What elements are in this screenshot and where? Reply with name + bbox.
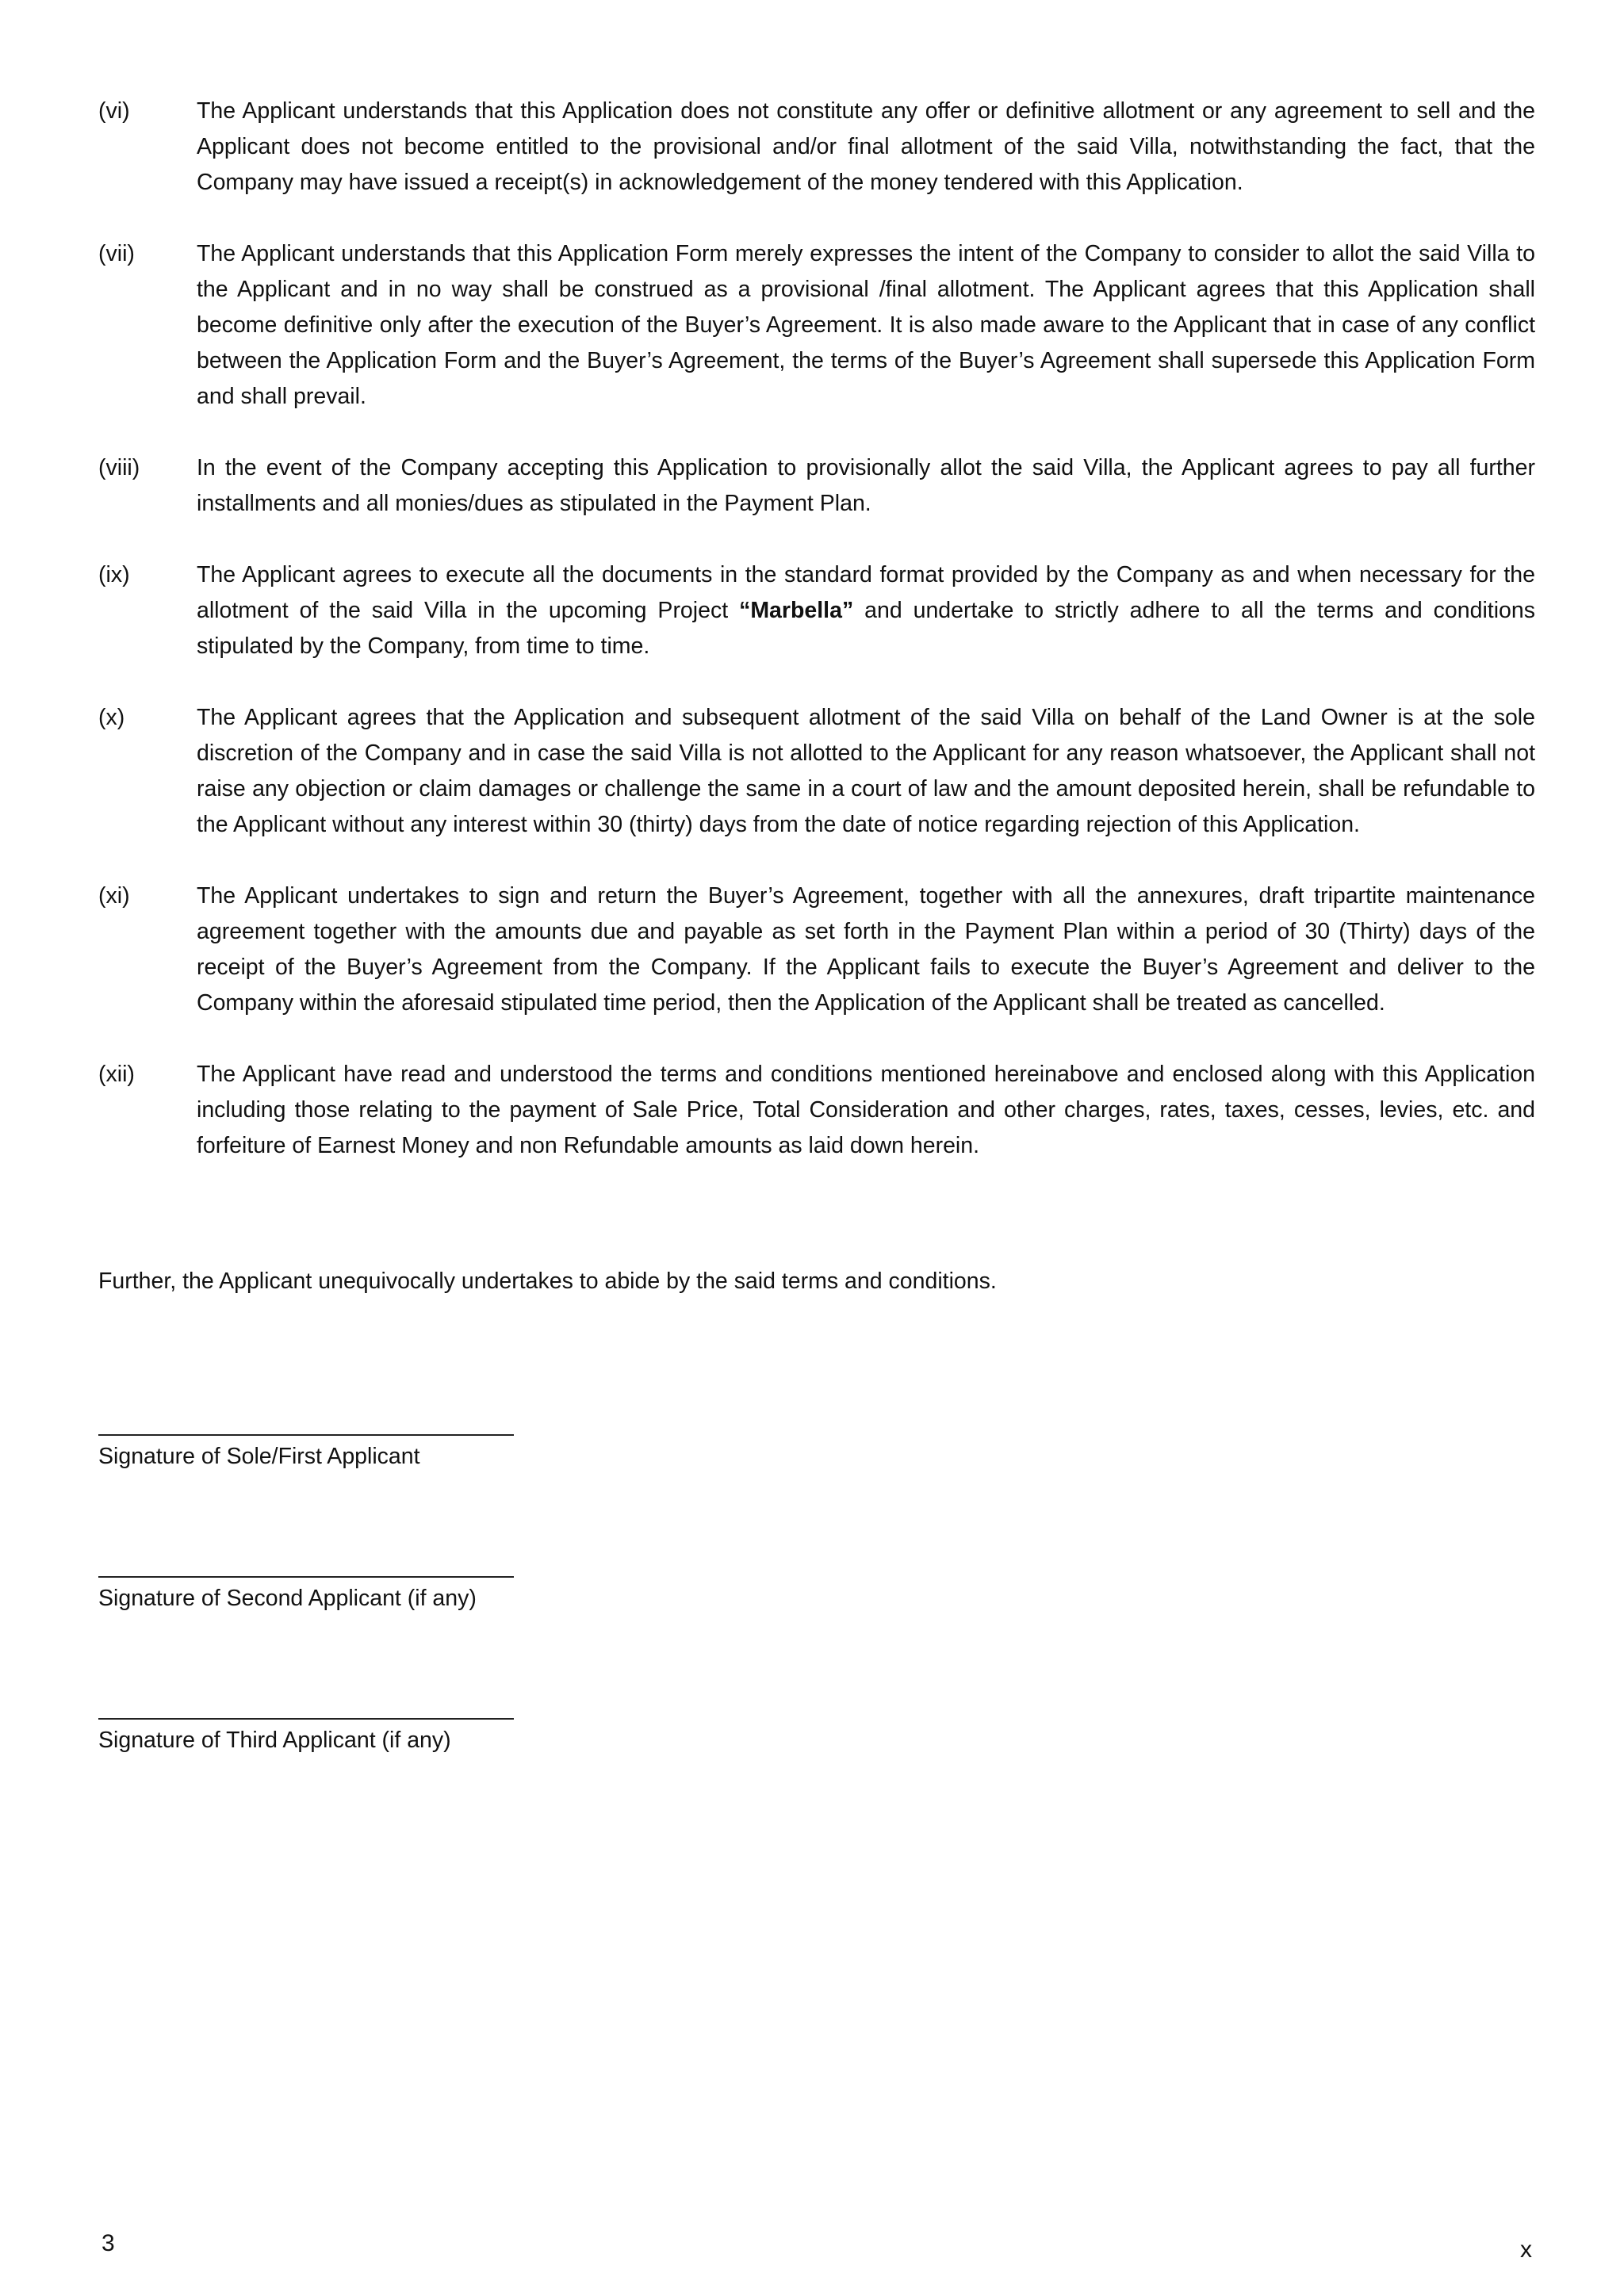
clause-text-part: and undertake to strictly adhere to all the terms and conditions stipulated by the Company, from time to time.	[197, 598, 1535, 659]
signature-label: Signature of Sole/First Applicant	[98, 1444, 420, 1469]
clause-text: The Applicant agrees that the Application and subsequent allotment of the said Villa on behalf of the Land Owner is at the sole discretion of the Company and in case the said Villa is not allotted to the Applicant for any reason whatsoever, the Applicant shall not raise any objection or claim damages or challenge the same in a court of law and the amount deposited herein, shall be refundable to the Applicant without any interest within 30 (thirty) days from the date of notice regarding rejection of this Application.	[197, 705, 1535, 837]
signature-block-third	[98, 1718, 514, 1756]
signature-line[interactable]	[98, 1718, 514, 1720]
clause-vii	[98, 236, 1535, 415]
clause-xii	[98, 1057, 1535, 1164]
terms-clause-list	[98, 94, 1535, 1200]
signature-block-second	[98, 1576, 514, 1614]
clause-number: (xii)	[98, 1062, 135, 1087]
project-name: “Marbella”	[739, 598, 854, 623]
signature-label: Signature of Second Applicant (if any)	[98, 1586, 477, 1611]
clause-number: (ix)	[98, 562, 130, 587]
clause-number: (viii)	[98, 455, 140, 480]
clause-number: (vii)	[98, 241, 135, 266]
clause-text-part: The Applicant agrees to execute all the documents in the standard format provided by the Company as and when necessary for the allotment of the said Villa in the upcoming Project	[197, 562, 1535, 623]
clause-text: The Applicant understands that this Application does not constitute any offer or definitive allotment or any agreement to sell and the Applicant does not become entitled to the provisional and/or final allotment of the said Villa, notwithstanding the fact, that the Company may have issued a receipt(s) in acknowledgement of the money tendered with this Application.	[197, 98, 1535, 195]
clause-x	[98, 700, 1535, 843]
undertaking-statement: Further, the Applicant unequivocally undertakes to abide by the said terms and conditions.	[98, 1269, 997, 1294]
clause-text: The Applicant understands that this Application Form merely expresses the intent of the Company to consider to allot the said Villa to the Applicant and in no way shall be construed as a provisional /final allotment. The Applicant agrees that this Application shall become definitive only after the execution of the Buyer’s Agreement. It is also made aware to the Applicant that in case of any conflict between the Application Form and the Buyer’s Agreement, the terms of the Buyer’s Agreement shall supersede this Application Form and shall prevail.	[197, 241, 1535, 409]
clause-vi	[98, 94, 1535, 201]
clause-number: (xi)	[98, 883, 130, 909]
clause-number: (vi)	[98, 98, 130, 124]
clause-xi	[98, 878, 1535, 1021]
signature-label: Signature of Third Applicant (if any)	[98, 1728, 451, 1753]
page-mark: x	[1520, 2237, 1532, 2263]
clause-number: (x)	[98, 705, 125, 730]
signature-line[interactable]	[98, 1434, 514, 1436]
clause-text: The Applicant undertakes to sign and return the Buyer’s Agreement, together with all the annexures, draft tripartite maintenance agreement together with the amounts due and payable as set forth in the Payment Plan within a period of 30 (Thirty) days of the receipt of the Buyer’s Agreement from the Company. If the Applicant fails to execute the Buyer’s Agreement and deliver to the Company within the aforesaid stipulated time period, then the Application of the Applicant shall be treated as cancelled.	[197, 883, 1535, 1016]
clause-ix	[98, 557, 1535, 664]
clause-viii	[98, 450, 1535, 522]
clause-text	[197, 557, 1535, 664]
page-number: 3	[102, 2230, 115, 2256]
signature-line[interactable]	[98, 1576, 514, 1578]
clause-text: The Applicant have read and understood the terms and conditions mentioned hereinabove and enclosed along with this Application including those relating to the payment of Sale Price, Total Consideration and other charges, rates, taxes, cesses, levies, etc. and forfeiture of Earnest Money and non Refundable amounts as laid down herein.	[197, 1062, 1535, 1158]
signature-block-first	[98, 1434, 514, 1472]
clause-text: In the event of the Company accepting this Application to provisionally allot the said Villa, the Applicant agrees to pay all further installments and all monies/dues as stipulated in the Payment Plan.	[197, 455, 1535, 516]
